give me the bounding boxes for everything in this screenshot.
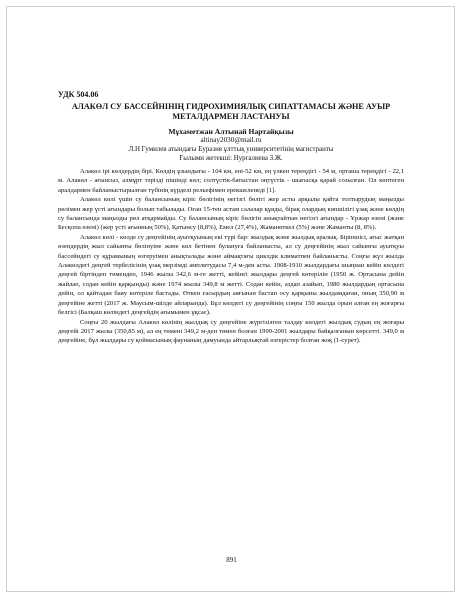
paper-title-line-1: АЛАКӨЛ СУ БАССЕЙНІНІҢ ГИДРОХИМИЯЛЫҚ СИПАТТАМАСЫ ЖӘНЕ АУЫР: [71, 102, 391, 111]
body-paragraph-2: Алакөл көлі үшін су балансының кіріс бөлігінің негізгі бөлігі жер асты арқылы қайта толтырудың маңызды рөлімен жер үсті ағындары болып табылады. Оған 15-тен астам салалар құяды, бірақ олардың көпшілігі ұзақ және көлдің су балансында маңызды рөл атқармайды. Су балансының кіріс бөлігін анықтайтын негізгі ағындар - Ұржар өзені (және Бесқопа өзені) (жер үсті ағынның 50%), Қатынсу (8,8%), Емел (27,4%), Жаманөткел (5%) және Жаманты (8, 8%).: [58, 196, 404, 232]
author-affiliation: Л.Н Гумилев атындағы Еуразия ұлттық университетінің магистранты: [128, 146, 334, 153]
paper-title: [58, 102, 404, 122]
body-paragraph-4: Соңғы 20 жылдағы Алакөл көлінің жылдық су деңгейіне жүргізілген талдау көлдегі жылдық судың ең жоғары деңгейі 2017 жылы (350,85 м), ал ең төмені 349,2 м-ден төмен болған 1999-2001 жылдары байқалғанын көрсетті. 349,0 м деңгейіне, бұл жылдары су қоймасының фаунаның дамуында айтарлықтай өзгерістер болған жоқ (1-сурет).: [58, 318, 404, 345]
body-paragraph-3: Алакөл көлі - көлде су деңгейінің ауытқуының екі түрі бар: жылдық және жылдық аралық. Біріншісі, ағыс жатқан өзендердің жыл сайынғы бөлінуіне және көл бетінен булануға байланысты, ал су деңгейінің жыл сайынғы ауытқуы бассейндегі су құрамының өзгеруімен анықталады және аймақтағы циклдік климатпен байланысты. Соңғы жүз жылда Алакөлдегі деңгей тербелісінің ұзақ мерзімді амплитудасы 7,4 м-ден асты. 1908-1910 жылдардағы шыңнан кейін көлдегі деңгей біртіндеп төмендеп, 1946 жылы 342,6 м-ге жетті, кейінгі жылдары деңгей көтерілін (1950 ж. Ортасына дейін жайлап, содан кейін қарқынды) және 1974 жылы 349,8 м жетті. Содан кейін, аздап азайып, 1980 жылдардың ортасына дейін, ол қайтадан баяу көтеріле бастады. Өткен ғасырдың аяғынан бастап осу қарқыны жылдамдаған, оның 350,90 м деңгейіне жетті (2017 ж. Маусым-шілде айларында). Бұл көлдегі су деңгейінің соңғы 150 жылда орын алған ең жоғарғы белгісі (Балқаш көліндегі деңгейдің ағымымен ұқсас).: [58, 233, 404, 317]
paper-title-line-2: МЕТАЛДАРМЕН ЛАСТАНУЫ: [172, 112, 290, 121]
author-name: Мұхаметжан Алтынай Нартайқызы: [168, 127, 294, 136]
page-number: 891: [226, 556, 237, 564]
document-page: [58, 90, 404, 346]
author-email: altinay2030@mail.ru: [200, 136, 262, 144]
udk-code: УДК 504.06: [58, 90, 99, 99]
scientific-advisor: Ғылыми жетекші: Нургалиева З.Ж.: [179, 155, 283, 162]
body-paragraph-1: Алакөл ірі көлдердің бірі. Көлдің ұзындығы - 104 км, ені-52 км, ең үлкен тереңдігі - 54 м, орташа тереңдігі - 22,1 м. Алакөл - ағынсыз, алмұрт тәрізді пішінді көл; солтүстік-батыстан оңтүстік - шығысқа қарай созылған. Ол көптеген аралдармен байланыстырылған түбінің күрделі рельефімен ерекшеленеді [1].: [58, 168, 404, 194]
